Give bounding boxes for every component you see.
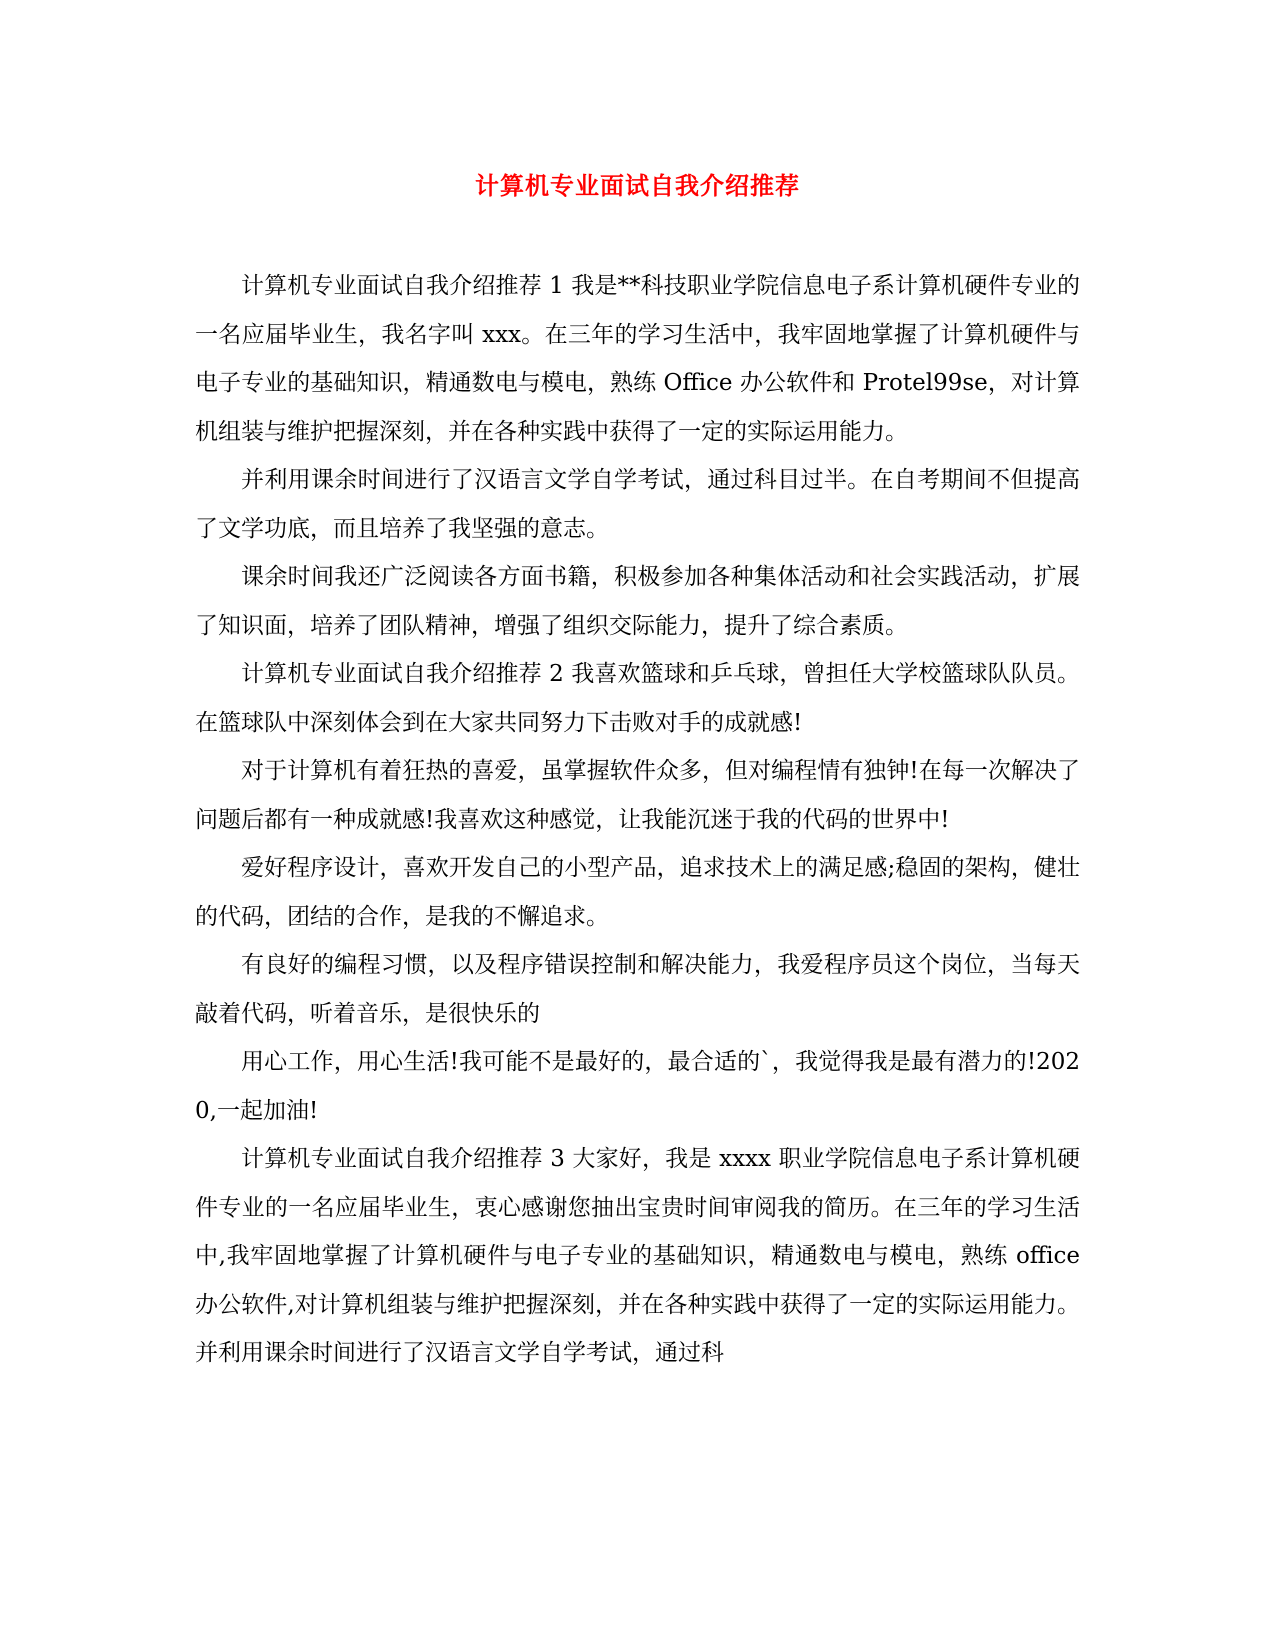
paragraph-4: 计算机专业面试自我介绍推荐 2 我喜欢篮球和乒乓球，曾担任大学校篮球队队员。在篮球队中深刻体会到在大家共同努力下击败对手的成就感!	[195, 661, 1080, 736]
paragraph-1: 计算机专业面试自我介绍推荐 1 我是**科技职业学院信息电子系计算机硬件专业的一名应届毕业生，我名字叫 xxx。在三年的学习生活中，我牢固地掌握了计算机硬件与电子专业的基础知识，精通数电与模电，熟练 Office 办公软件和 Protel99se，对计算机组装与维护把握深刻，并在各种实践中获得了一定的实际运用能力。	[195, 273, 1080, 445]
paragraph-5: 对于计算机有着狂热的喜爱，虽掌握软件众多，但对编程情有独钟!在每一次解决了问题后都有一种成就感!我喜欢这种感觉，让我能沉迷于我的代码的世界中!	[195, 758, 1080, 833]
paragraph-6: 爱好程序设计，喜欢开发自己的小型产品，追求技术上的满足感;稳固的架构，健壮的代码，团结的合作，是我的不懈追求。	[195, 855, 1080, 930]
paragraph-8: 用心工作，用心生活!我可能不是最好的，最合适的`，我觉得我是最有潜力的!2020,一起加油!	[195, 1049, 1080, 1124]
paragraph-7: 有良好的编程习惯，以及程序错误控制和解决能力，我爱程序员这个岗位，当每天敲着代码，听着音乐，是很快乐的	[195, 952, 1080, 1027]
paragraph-3: 课余时间我还广泛阅读各方面书籍，积极参加各种集体活动和社会实践活动，扩展了知识面，培养了团队精神，增强了组织交际能力，提升了综合素质。	[195, 564, 1080, 639]
paragraph-2: 并利用课余时间进行了汉语言文学自学考试，通过科目过半。在自考期间不但提高了文学功底，而且培养了我坚强的意志。	[195, 467, 1080, 542]
document-body	[195, 262, 1080, 1378]
document-title: 计算机专业面试自我介绍推荐	[475, 171, 800, 200]
paragraph-9: 计算机专业面试自我介绍推荐 3 大家好，我是 xxxx 职业学院信息电子系计算机硬件专业的一名应届毕业生，衷心感谢您抽出宝贵时间审阅我的简历。在三年的学习生活中,我牢固地掌握了计算机硬件与电子专业的基础知识，精通数电与模电，熟练 office 办公软件,对计算机组装与维护把握深刻，并在各种实践中获得了一定的实际运用能力。并利用课余时间进行了汉语言文学自学考试，通过科	[195, 1146, 1080, 1366]
